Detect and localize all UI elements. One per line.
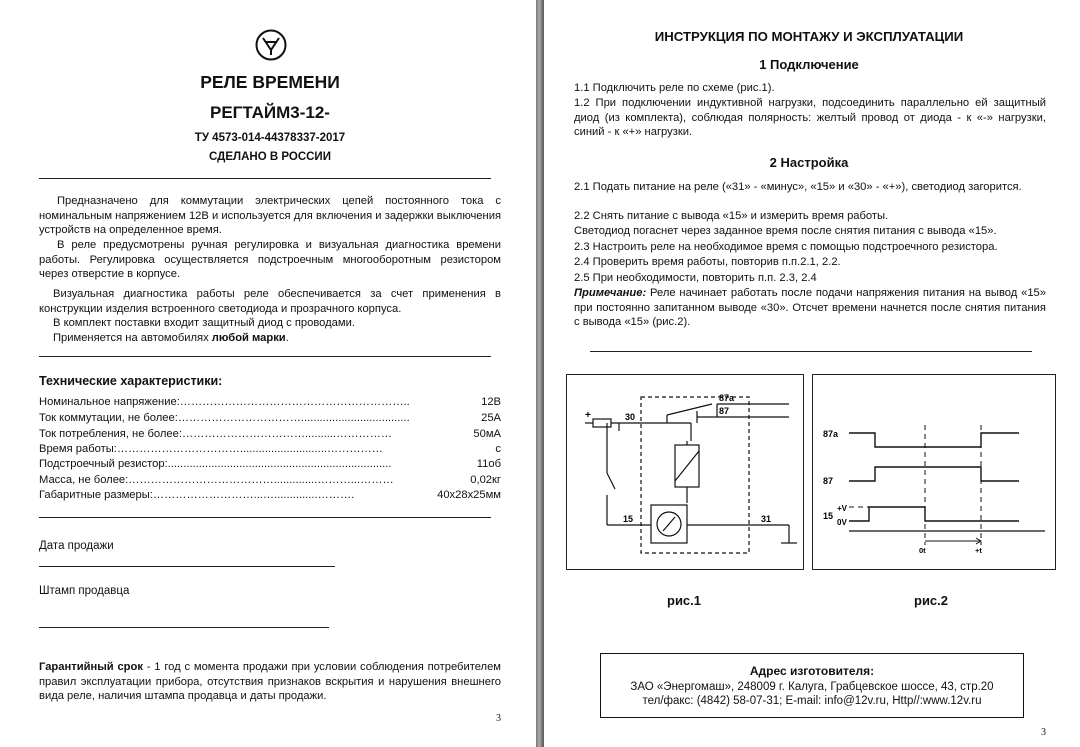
para5-bold: любой марки — [211, 332, 286, 344]
page-number: 3 — [1041, 727, 1046, 738]
instruction-title: ИНСТРУКЦИЯ ПО МОНТАЖУ И ЭКСПЛУАТАЦИИ — [654, 29, 964, 44]
product-title: РЕЛЕ ВРЕМЕНИ — [200, 72, 340, 92]
wiring-schematic — [567, 375, 803, 569]
page-number: 3 — [496, 713, 501, 724]
tu-code: ТУ 4573-014-44378337-2017 — [194, 132, 346, 144]
figure-2-timing-diagram — [812, 374, 1056, 570]
spec-label: Габаритные размеры:………………………...…..............………. — [39, 489, 355, 501]
signal-87a-label: 87а — [823, 429, 839, 439]
note-label: Примечание: — [574, 287, 647, 299]
time-zero-label: 0t — [919, 546, 926, 555]
spec-value: 50мА — [473, 428, 501, 440]
manufacturer-logo — [254, 28, 288, 62]
terminal-87a-label: 87а — [719, 393, 735, 403]
description-para-2: В реле предусмотрены ручная регулировка и визуальная диагностика времени работы. Регулировка осуществляется подстроечным многооборотным резистором через отверстие в корпусе. — [39, 239, 501, 280]
spec-value: 12В — [481, 396, 501, 408]
warranty-body: - 1 год с момента продажи при условии соблюдения потребителем правил эксплуатации прибора, отсутствия признаков вскрытия и нарушения внешнего вида реле, наличия штампа продавца и даты продажи. — [39, 661, 501, 702]
spec-row-dimensions — [39, 489, 501, 504]
step-2-2-note: Светодиод погаснет через заданное время после снятия питания с вывода «15». — [574, 225, 997, 237]
figure-1-caption: рис.1 — [667, 593, 702, 608]
section-1-title: 1 Подключение — [759, 57, 859, 72]
spec-row-mass — [39, 474, 501, 489]
spec-label: Ток потребления, не более:……………………………..........…………… — [39, 428, 393, 440]
signal-15-label: 15 — [823, 511, 834, 521]
spec-value: 11об — [476, 458, 501, 470]
right-page — [544, 0, 1080, 747]
plus-v-label: +V — [837, 504, 848, 513]
signal-87-label: 87 — [823, 476, 834, 486]
product-model: РЕГТАЙМ3-12- — [210, 103, 330, 122]
description-para-5 — [53, 331, 501, 346]
contacts-line: тел/факс: (4842) 58-07-31; E-mail: info@12v.ru, Http//:www.12v.ru — [642, 695, 982, 707]
section-2-title: 2 Настройка — [769, 155, 849, 170]
left-page — [0, 0, 536, 747]
divider — [39, 178, 491, 179]
spec-row-switching-current — [39, 412, 501, 427]
timing-chart — [813, 375, 1055, 569]
divider — [39, 517, 491, 518]
spec-value: с — [495, 443, 501, 455]
made-in-russia: СДЕЛАНО В РОССИИ — [209, 151, 331, 163]
note-body: Реле начинает работать после подачи напряжения питания на вывод «15» при постоянно запитанном выводе «30». Отсчет времени начнется после снятия питания с вывода «15» (рис.2). — [574, 287, 1046, 328]
terminal-87-label: 87 — [719, 406, 730, 416]
seller-stamp-label: Штамп продавца — [39, 585, 130, 597]
specs-title: Технические характеристики: — [39, 374, 223, 388]
spec-label: Ток коммутации, не более:……………………………................................... — [39, 412, 410, 424]
warranty-label: Гарантийный срок — [39, 661, 143, 673]
manufacturer-address-box — [600, 653, 1024, 718]
address-title: Адрес изготовителя: — [749, 664, 875, 678]
description-para-3: Визуальная диагностика работы реле обеспечивается за счет применения в конструкции изделия встроенного светодиода и прозрачного корпуса. — [39, 288, 501, 315]
para5-end: . — [285, 332, 289, 344]
step-2-3: 2.3 Настроить реле на необходимое время с помощью подстроечного резистора. — [574, 241, 998, 253]
book-gutter — [536, 0, 544, 747]
logo-emblem-icon — [254, 28, 288, 62]
step-1-2: 1.2 При подключении индуктивной нагрузки, подсоединить параллельно ей защитный диод (из комплекта), соблюдая полярность: желтый провод от диода - к «-» нагрузки, синий - к «+» нагрузки. — [574, 97, 1046, 138]
note — [574, 286, 1046, 330]
figure-1-wiring-diagram — [566, 374, 804, 570]
terminal-31-label: 31 — [761, 514, 772, 524]
spec-row-trim-resistor — [39, 458, 501, 473]
spec-label: Подстроечный резистор:........................................................................ — [39, 458, 392, 470]
spec-label: Время работы:……………………………............................…………… — [39, 443, 383, 455]
address-line: ЗАО «Энергомаш», 248009 г. Калуга, Грабцевское шоссе, 43, стр.20 — [630, 681, 994, 693]
spec-value: 0,02кг — [470, 474, 501, 486]
figure-2-caption: рис.2 — [914, 593, 949, 608]
zero-v-label: 0V — [837, 518, 847, 527]
time-plus-label: +t — [975, 546, 982, 555]
para5-text: Применяется на автомобилях — [53, 332, 212, 344]
spec-label: Масса, не более:…………………………………..............………...……… — [39, 474, 394, 486]
step-2-2: 2.2 Снять питание с вывода «15» и измерить время работы. — [574, 210, 889, 222]
spec-label: Номинальное напряжение:…………………………………………………….. — [39, 396, 410, 408]
sale-date-line — [39, 566, 335, 567]
step-2-4: 2.4 Проверить время работы, повторив п.п.2.1, 2.2. — [574, 256, 841, 268]
seller-stamp-line — [39, 627, 329, 628]
description-para-4: В комплект поставки входит защитный диод с проводами. — [53, 317, 355, 329]
spec-value: 25А — [481, 412, 501, 424]
step-2-5: 2.5 При необходимости, повторить п.п. 2.3, 2.4 — [574, 272, 817, 284]
sale-date-label: Дата продажи — [39, 540, 114, 552]
warranty-text — [39, 660, 501, 704]
divider — [590, 351, 1032, 352]
plus-label: + — [585, 410, 591, 421]
spec-row-operating-time — [39, 443, 501, 458]
terminal-30-label: 30 — [625, 412, 636, 422]
spec-row-consumption — [39, 428, 501, 443]
divider — [39, 356, 491, 357]
description-para-1: Предназначено для коммутации электрических цепей постоянного тока с номинальным напряжением 12В и используется для включения и задержки выключения устройств на определенное время. — [39, 195, 501, 236]
step-2-1: 2.1 Подать питание на реле («31» - «минус», «15» и «30» - «+»), светодиод загорится. — [574, 181, 1022, 193]
step-1-1: 1.1 Подключить реле по схеме (рис.1). — [574, 82, 775, 94]
spec-value: 40х28х25мм — [437, 489, 501, 501]
spec-row-voltage — [39, 396, 501, 411]
terminal-15-label: 15 — [623, 514, 634, 524]
